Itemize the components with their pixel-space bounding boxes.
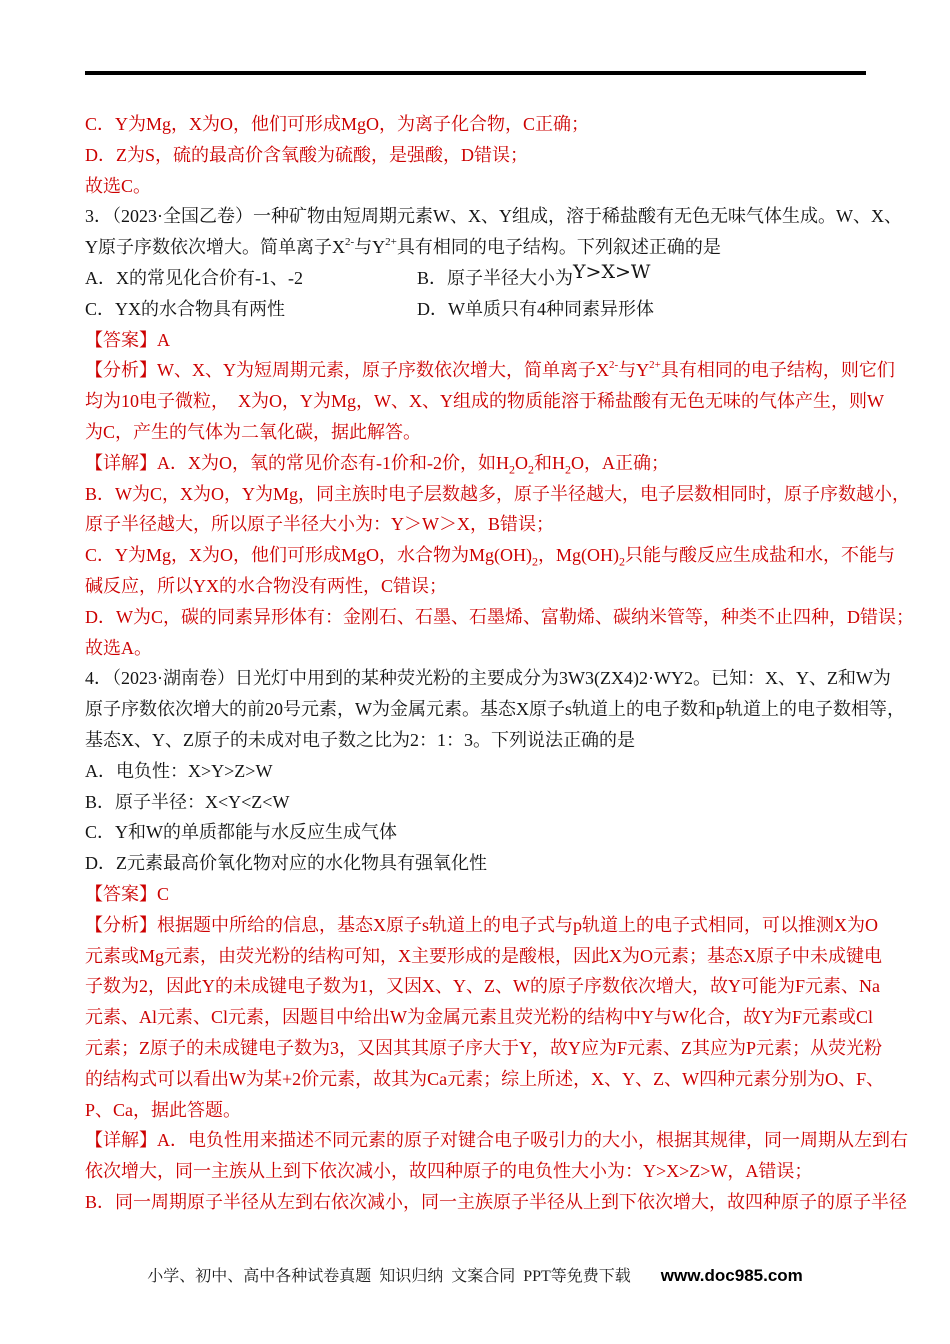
text-segment: 原子半径越大，所以原子半径大小为：Y＞W＞X，B错误； [85, 514, 554, 535]
text-segment: 具有相同的电子结构，则它们 [660, 360, 895, 381]
text-segment: 【分析】W、X、Y为短周期元素，原子序数依次增大，简单离子X [85, 360, 609, 381]
text-line [85, 260, 875, 294]
text-segment: 2+ [649, 359, 661, 372]
text-segment: 为C，产生的气体为二氧化碳，据此解答。 [85, 421, 422, 442]
text-line [85, 509, 875, 540]
footer-text: 小学、初中、高中各种试卷真题 知识归纳 文案合同 PPT等免费下载 [147, 1268, 631, 1285]
text-segment: 2- [608, 359, 619, 372]
text-line [85, 417, 875, 448]
text-segment: O，A正确； [570, 452, 669, 473]
text-segment: O [514, 452, 528, 473]
text-segment: 子数为2，因此Y的未成键电子数为1，又因X、Y、Z、W的原子序数依次增大，故Y可能为F元素、Na [85, 976, 880, 997]
text-segment: C．Y为Mg，X为O，他们可形成MgO，水合物为Mg(OH) [85, 545, 533, 566]
text-line [85, 140, 875, 171]
text-segment: 与Y [354, 237, 386, 258]
text-segment: ，Mg(OH) [538, 545, 620, 566]
text-line [85, 355, 895, 386]
text-line [85, 1064, 885, 1095]
page-footer [0, 1263, 950, 1286]
text-segment: D．Z元素最高价氧化物对应的水化物具有强氧化性 [85, 853, 487, 874]
text-segment: 2 [564, 462, 571, 477]
text-line [85, 1125, 908, 1156]
text-segment: 2+ [385, 236, 397, 249]
text-line [85, 941, 882, 972]
text-segment: 和H [533, 452, 565, 473]
text-line [85, 971, 880, 1002]
text-segment: 2 [532, 554, 539, 569]
text-segment: 具有相同的电子结构。下列叙述正确的是 [396, 237, 721, 258]
text-segment: B．原子半径：X<Y<Z<W [85, 791, 290, 812]
document-body [85, 109, 914, 1218]
text-segment: 【答案】C [85, 883, 170, 904]
text-segment: 故选A。 [85, 637, 152, 658]
text-segment: 【分析】根据题中所给的信息，基态X原子s轨道上的电子式与p轨道上的电子式相同，可以推测X为O [85, 914, 878, 935]
text-line [85, 602, 914, 633]
text-segment: 【答案】A [85, 329, 170, 350]
text-line [85, 725, 875, 756]
text-segment: 【详解】A．电负性用来描述不同元素的原子对键合电子吸引力的大小，根据其规律，同一周期从左到右 [85, 1130, 908, 1151]
text-line [85, 201, 902, 232]
text-line [85, 540, 896, 571]
text-segment: 2 [508, 462, 515, 477]
text-segment: 2- [345, 236, 355, 249]
text-line [85, 1002, 875, 1033]
text-line [85, 1033, 883, 1064]
text-line [85, 171, 875, 202]
text-line [85, 694, 905, 725]
text-segment: B．同一周期原子半径从左到右依次减小，同一主族原子半径从上到下依次增大，故四种原子的原子半径 [85, 1191, 908, 1212]
text-segment: C．Y和W的单质都能与水反应生成气体 [85, 822, 397, 843]
page-top-rule [85, 71, 866, 75]
text-line [85, 1095, 875, 1126]
text-line [85, 756, 875, 787]
text-line [85, 910, 878, 941]
text-line [85, 294, 875, 325]
text-segment: 依次增大，同一主族从上到下依次减小，故四种原子的电负性大小为：Y>X>Z>W，A错误； [85, 1161, 813, 1182]
text-segment: C．YX的水合物具有两性 [85, 298, 286, 319]
text-segment: 【详解】A．X为O，氧的常见价态有-1价和-2价，如H [85, 452, 509, 473]
text-line [85, 787, 875, 818]
text-segment: C．Y为Mg，X为O，他们可形成MgO，为离子化合物，C正确； [85, 114, 590, 134]
text-line [85, 817, 875, 848]
text-segment: A．电负性：X>Y>Z>W [85, 760, 273, 781]
text-segment: Y>X>W [573, 260, 651, 283]
text-line [85, 325, 875, 356]
text-line [85, 571, 875, 602]
text-line [85, 109, 875, 140]
option-column-2 [417, 260, 651, 294]
text-segment: A．X的常见化合价有-1、-2 [85, 267, 303, 288]
text-line [85, 879, 875, 910]
text-segment: 的结构式可以看出W为某+2价元素，故其为Ca元素；综上所述，X、Y、Z、W四种元素分别为O、F、 [85, 1068, 885, 1089]
option-column-2 [417, 294, 654, 325]
text-segment: D．Z为S，硫的最高价含氧酸为硫酸，是强酸，D错误； [85, 144, 529, 165]
text-segment: 基态X、Y、Z原子的未成对电子数之比为2：1：3。下列说法正确的是 [85, 729, 635, 750]
text-segment: 3．（2023·全国乙卷）一种矿物由短周期元素W、X、Y组成，溶于稀盐酸有无色无味气体生成。W、X、 [85, 206, 902, 227]
text-segment: Y原子序数依次增大。简单离子X [85, 237, 345, 258]
text-segment: 与Y [618, 360, 650, 381]
text-segment: 元素或Mg元素，由荧光粉的结构可知，X主要形成的是酸根，因此X为O元素；基态X原子中未成键电 [85, 945, 882, 966]
text-segment: 原子序数依次增大的前20号元素，W为金属元素。基态X原子s轨道上的电子数和p轨道上的电子数相等， [85, 699, 905, 720]
text-line [85, 848, 875, 879]
text-segment: 元素、Al元素、Cl元素，因题目中给出W为金属元素且荧光粉的结构中Y与W化合，故Y为F元素或Cl [85, 1007, 873, 1028]
text-segment: 碱反应，所以YX的水合物没有两性，C错误； [85, 575, 448, 596]
text-segment: 元素；Z原子的未成键电子数为3，又因其其原子序大于Y，故Y应为F元素、Z其应为P元素；从荧光粉 [85, 1037, 883, 1058]
text-segment: B．原子半径大小为 [417, 267, 574, 288]
text-segment: 均为10电子微粒， X为O，Y为Mg，W、X、Y组成的物质能溶于稀盐酸有无色无味的气体产生，则W [85, 391, 884, 412]
text-segment: P、Ca，据此答题。 [85, 1099, 242, 1120]
text-segment: B．W为C，X为O，Y为Mg，同主族时电子层数越多，原子半径越大，电子层数相同时，原子序数越小， [85, 483, 910, 504]
text-line [85, 448, 875, 479]
text-segment: 只能与酸反应生成盐和水，不能与 [625, 545, 896, 566]
text-line [85, 1156, 875, 1187]
text-line [85, 663, 891, 694]
text-segment: 2 [527, 462, 534, 477]
text-line [85, 1187, 908, 1218]
text-segment: D．W单质只有4种同素异形体 [417, 298, 654, 319]
footer-url: www.doc985.com [660, 1266, 803, 1285]
text-segment: 4．（2023·湖南卷）日光灯中用到的某种荧光粉的主要成分为3W3(ZX4)2·WY2。已知：X、Y、Z和W为 [85, 668, 891, 689]
text-segment: 2 [619, 554, 626, 569]
text-line [85, 479, 910, 510]
text-segment: 故选C。 [85, 175, 152, 196]
text-line [85, 386, 884, 417]
text-line [85, 232, 875, 263]
text-segment: D．W为C，碳的同素异形体有：金刚石、石墨、石墨烯、富勒烯、碳纳米管等，种类不止四种，D错误； [85, 606, 914, 627]
text-line [85, 633, 875, 664]
